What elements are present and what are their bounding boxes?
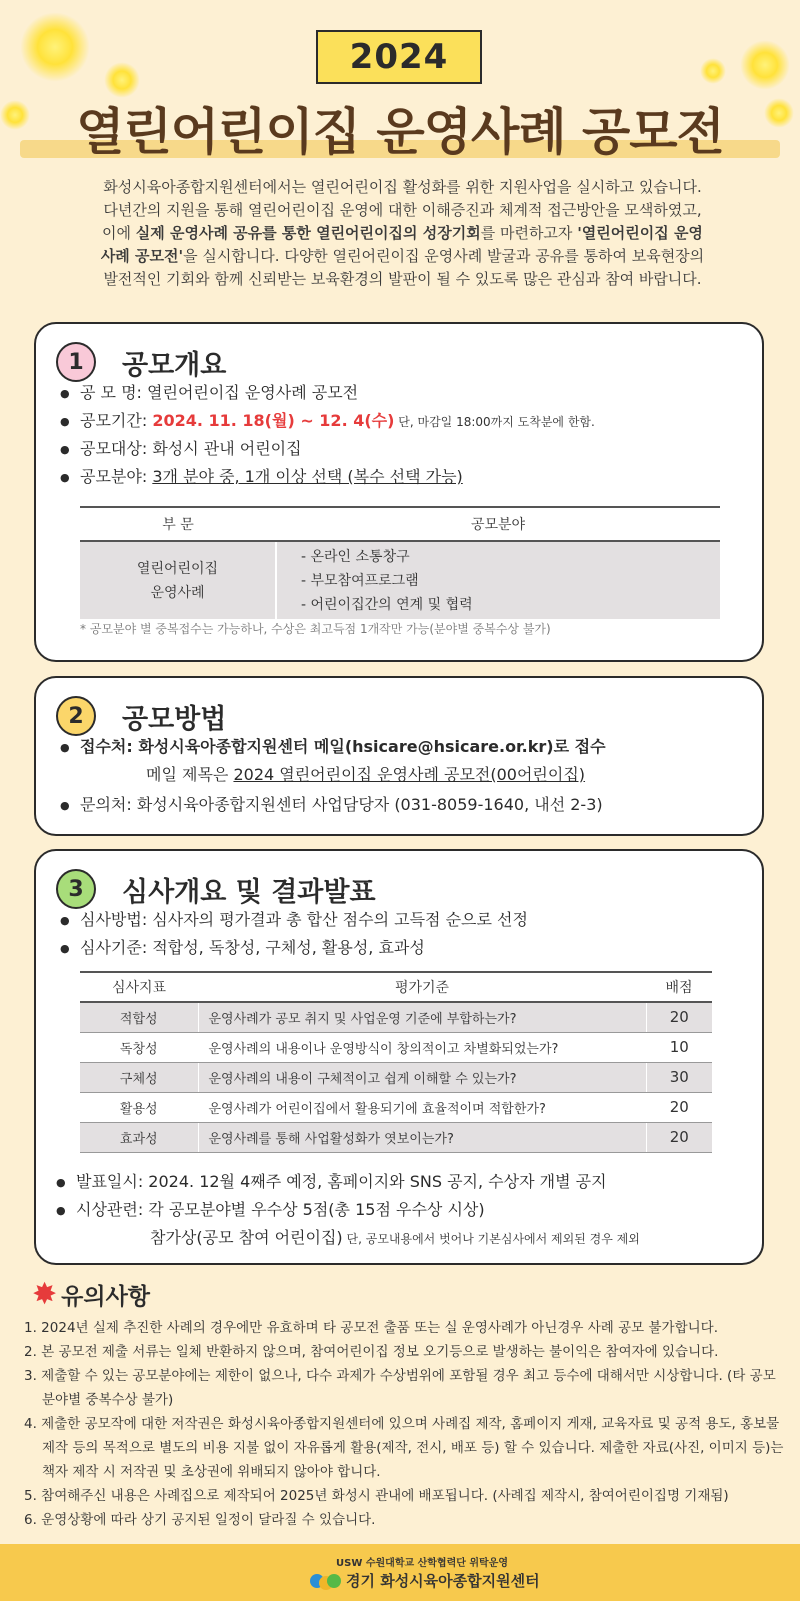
section-title: 공모방법 [122,703,227,735]
criteria-name: 독창성 [80,1032,198,1062]
criteria-name: 적합성 [80,1002,198,1032]
intro-text [40,176,765,291]
field-value: 3개 분야 중, 1개 이상 선택 (복수 선택 가능) [152,467,463,486]
field-value: 참가상(공모 참여 어린이집) [150,1228,343,1247]
burst-star-icon: ✸ [32,1276,58,1312]
intro-text-part: 이에 [102,224,136,242]
field-table [80,506,720,619]
section-method [34,676,764,836]
notice-title: 유의사항 [61,1284,151,1310]
intro-text-part: 를 마련하고자 [480,224,578,242]
intro-line: 다년간의 지원을 통해 열린어린이집 운영에 대한 이해증진과 체계적 접근방안을 모색하였고, [103,201,702,219]
list-item: - 어린이집간의 연계 및 협력 [301,596,473,613]
section-number: 2 [56,696,96,736]
intro-emphasis: 사례 공모전' [100,247,184,265]
page-title: 열린어린이집 운영사례 공모전 [76,103,724,161]
table-header: 평가기준 [198,972,646,1002]
section-title: 심사개요 및 결과발표 [122,876,376,908]
section-overview [34,322,764,662]
list-item: 5. 참여해주신 내용은 사례집으로 제작되어 2025년 화성시 관내에 배포됩니다. (사례집 제작시, 참여어린이집명 기재됨) [24,1488,729,1504]
field-value: 2024 열린어린이집 운영사례 공모전(00어린이집) [233,765,586,784]
intro-emphasis: 실제 운영사례 공유를 통한 열린어린이집의 성장기회 [135,224,481,242]
intro-emphasis: '열린어린이집 운영 [577,224,703,242]
table-row [80,1122,712,1152]
table-row [80,1092,712,1122]
criteria-desc: 운영사례가 어린이집에서 활용되기에 효율적이며 적합한가? [198,1092,646,1122]
section-number: 3 [56,869,96,909]
field-value: 화성시 관내 어린이집 [152,439,302,458]
period-dates: 2024. 11. 18(월) ~ 12. 4(수) [152,411,395,430]
overview-target [80,438,302,460]
sun-glow-decoration [700,58,726,84]
criteria-name: 효과성 [80,1122,198,1152]
overview-period [80,410,595,433]
section-title: 공모개요 [122,349,227,381]
table-header: 배점 [646,972,712,1002]
field-label: 공모기간: [80,411,153,430]
award-info: ● 시상관련: 각 공모분야별 우수상 5점(총 15점 우수상 시상) [76,1199,485,1221]
intro-line: 화성시육아종합지원센터에서는 열린어린이집 활성화를 위한 지원사업을 실시하고 있습니다. [103,178,702,196]
criteria-name: 구체성 [80,1062,198,1092]
table-header: 부 문 [80,507,276,541]
criteria-table [80,971,712,1153]
submit-info: ● 접수처: 화성시육아종합지원센터 메일(hsicare@hsicare.or.kr)로 접수 [80,736,606,758]
field-label: 공모분야: [80,467,153,486]
criteria-score: 30 [646,1062,712,1092]
field-label: 공 모 명: [80,383,148,402]
intro-line [40,245,765,268]
announce-info: ● 발표일시: 2024. 12월 4째주 예정, 홈페이지와 SNS 공지, 수상자 개별 공지 [76,1171,607,1193]
table-cell-items [276,541,720,619]
criteria-score: 20 [646,1002,712,1032]
category-line: 운영사례 [150,584,205,601]
section-header [56,696,226,736]
center-name: 경기 화성시육아종합지원센터 [346,1572,540,1590]
field-label: 공모대상: [80,439,153,458]
award-note: 단, 공모내용에서 벗어나 기본심사에서 제외된 경우 제외 [342,1232,640,1246]
notice-header [32,1278,150,1311]
section-header [56,342,226,382]
usw-credit: USW 수원대학교 산학협력단 위탁운영 [336,1558,509,1569]
contact-info: ● 문의처: 화성시육아종합지원센터 사업담당자 (031-8059-1640, 내선 2-3) [80,794,603,816]
sun-glow-decoration [740,40,790,90]
field-value: 열린어린이집 운영사례 공모전 [147,383,359,402]
table-row [80,1032,712,1062]
intro-text-part: 을 실시합니다. 다양한 열린어린이집 운영사례 발굴과 공유를 통하여 보육현장의 [183,247,705,265]
table-row [80,1002,712,1032]
list-item: 1. 2024년 실제 추진한 사례의 경우에만 유효하며 타 공모전 출품 또는 실 운영사례가 아닌경우 사례 공모 불가합니다. [24,1320,718,1336]
category-line: 열린어린이집 [136,560,219,577]
criteria-score: 20 [646,1092,712,1122]
notice-list [24,1316,784,1532]
list-item: 4. 제출한 공모작에 대한 저작권은 화성시육아종합지원센터에 있으며 사례집 제작, 홈페이지 게재, 교육자료 및 공적 용도, 홍보물 제작 등의 목적으로 별도의 비용 지불 없이 자유롭게 활용(제작, 전시, 배포 등) 할 수 있습니다. 제출한 자료(사진, 이미지 등)는 책자 제작 시 저작권 및 초상권에 위배되지 않아야 합니다. [24,1416,784,1480]
sun-glow-decoration [20,12,90,82]
footnote: * 공모분야 별 중복접수는 가능하나, 수상은 최고득점 1개작만 가능(분야별 중복수상 불가) [80,622,551,636]
center-logo [310,1570,540,1591]
list-item: 2. 본 공모전 제출 서류는 일체 반환하지 않으며, 참여어린이집 정보 오기등으로 발생하는 불이익은 참여자에 있습니다. [24,1344,719,1360]
center-logo-icon [310,1572,340,1590]
field-label: 메일 제목은 [146,765,234,784]
overview-name [80,382,358,404]
award-participation [150,1227,640,1250]
list-item: - 온라인 소통창구 [301,548,410,565]
criteria-desc: 운영사례의 내용이나 운영방식이 창의적이고 차별화되었는가? [198,1032,646,1062]
list-item: 6. 운영상황에 따라 상기 공지된 일정이 달라질 수 있습니다. [24,1512,376,1528]
overview-field [80,466,463,488]
section-review [34,849,764,1265]
review-criteria: ● 심사기준: 적합성, 독창성, 구체성, 활용성, 효과성 [80,937,425,959]
list-item: 3. 제출할 수 있는 공모분야에는 제한이 없으나, 다수 과제가 수상범위에 포함될 경우 최고 등수에 대해서만 시상합니다. (타 공모분야별 중복수상 불가) [24,1368,776,1408]
table-cell-category [80,541,276,619]
list-item: - 부모참여프로그램 [301,572,419,589]
table-header: 심사지표 [80,972,198,1002]
table-row [80,1062,712,1092]
intro-line [40,222,765,245]
criteria-desc: 운영사례가 공모 취지 및 사업운영 기준에 부합하는가? [198,1002,646,1032]
section-header [56,869,376,909]
criteria-desc: 운영사례의 내용이 구체적이고 쉽게 이해할 수 있는가? [198,1062,646,1092]
criteria-score: 10 [646,1032,712,1062]
mail-subject [146,764,585,786]
period-note: 단, 마감일 18:00까지 도착분에 한함. [394,415,595,429]
review-method: ● 심사방법: 심사자의 평가결과 총 합산 점수의 고득점 순으로 선정 [80,909,528,931]
intro-line: 발전적인 기회와 함께 신뢰받는 보육환경의 발판이 될 수 있도록 많은 관심과 참여 바랍니다. [103,270,702,288]
criteria-score: 20 [646,1122,712,1152]
table-header: 공모분야 [276,507,720,541]
criteria-desc: 운영사례를 통해 사업활성화가 엿보이는가? [198,1122,646,1152]
criteria-name: 활용성 [80,1092,198,1122]
section-number: 1 [56,342,96,382]
year-badge: 2024 [316,30,482,84]
